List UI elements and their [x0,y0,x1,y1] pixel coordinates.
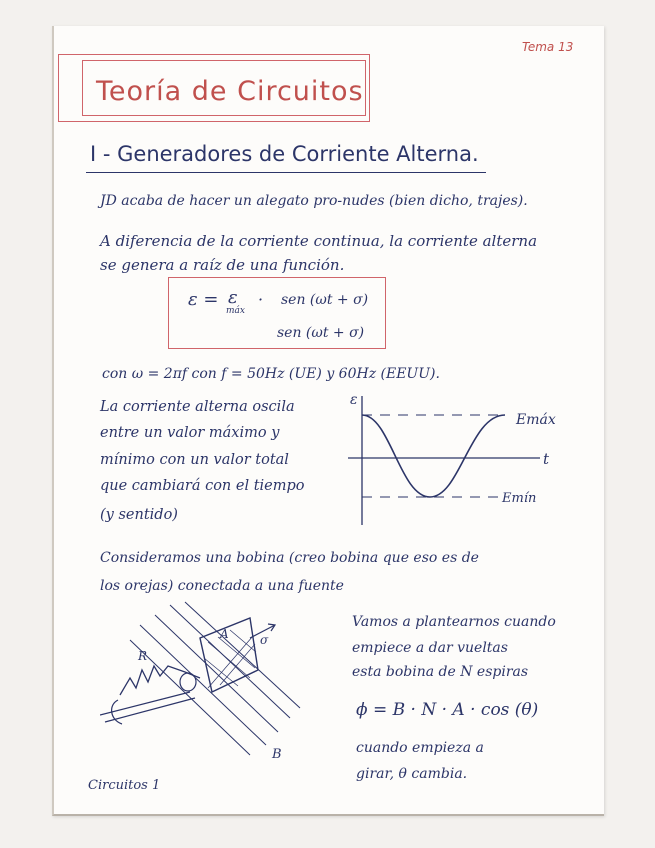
paragraph-1-line-2: se genera a raíz de una función. [100,256,345,274]
formula-dot: · [258,290,264,309]
graph-min-label: Emín [502,491,537,506]
right-text-line-1: Vamos a plantearnos cuando [352,614,556,630]
oscillation-line-4: que cambiará con el tiempo [100,478,305,494]
hatch-line-2 [218,637,255,668]
page-title: Teoría de Circuitos [96,76,364,107]
oscillation-line-5: (y sentido) [100,507,178,523]
graph-y-label: ε [350,392,358,408]
section-heading: I - Generadores de Corriente Alterna. [90,142,479,166]
oscillation-line-1: La corriente alterna oscila [100,399,295,415]
sketch-label-r: R [138,649,148,663]
oscillation-line-2: entre un valor máximo y [100,425,280,441]
graph-x-label: t [543,450,550,468]
graph-max-label: Emáx [516,412,556,428]
formula-denominator: sen (ωt + σ) [277,325,365,341]
omega-frequency-line: con ω = 2πf con f = 50Hz (UE) y 60Hz (EEUU). [102,366,440,382]
right-text-line-2: empiece a dar vueltas [352,640,508,656]
intro-line: JD acaba de hacer un alegato pro-nudes (bien dicho, trajes). [100,193,528,209]
sine-curve [362,415,505,497]
hatch-line-1 [208,642,250,678]
flux-formula: ϕ = B · N · A · cos (θ) [356,700,539,720]
sketch-label-b: B [272,747,282,762]
formula-emax-subscript: máx [226,306,245,316]
footer-label: Circuitos 1 [88,778,161,793]
oscillation-line-3: mínimo con un valor total [100,452,289,468]
sine-wave-graph [340,390,570,535]
sketch-label-a: A [220,627,229,641]
field-line-4 [185,602,300,708]
angle-text-line-1: cuando empieza a [356,740,484,756]
field-line-5 [130,640,250,755]
coil-line-1: Consideramos una bobina (creo bobina que eso es de [100,550,479,566]
sketch-label-normal: σ [260,633,269,647]
topic-label: Tema 13 [522,40,574,54]
paragraph-1-line-1: A diferencia de la corriente continua, la corriente alterna [100,232,538,250]
formula-lhs: ε = [188,289,219,310]
heading-underline [86,172,486,173]
field-line-1 [170,605,290,718]
coil-plate [200,618,258,692]
coil-axle [180,673,196,691]
coil-line-2: los orejas) conectada a una fuente [100,578,344,594]
coil-field-sketch [100,600,310,765]
angle-text-line-2: girar, θ cambia. [356,766,468,782]
formula-emax-symbol: ε [228,287,238,308]
right-text-line-3: esta bobina de N espiras [352,664,529,680]
formula-sin-term: sen (ωt + σ) [281,292,369,308]
